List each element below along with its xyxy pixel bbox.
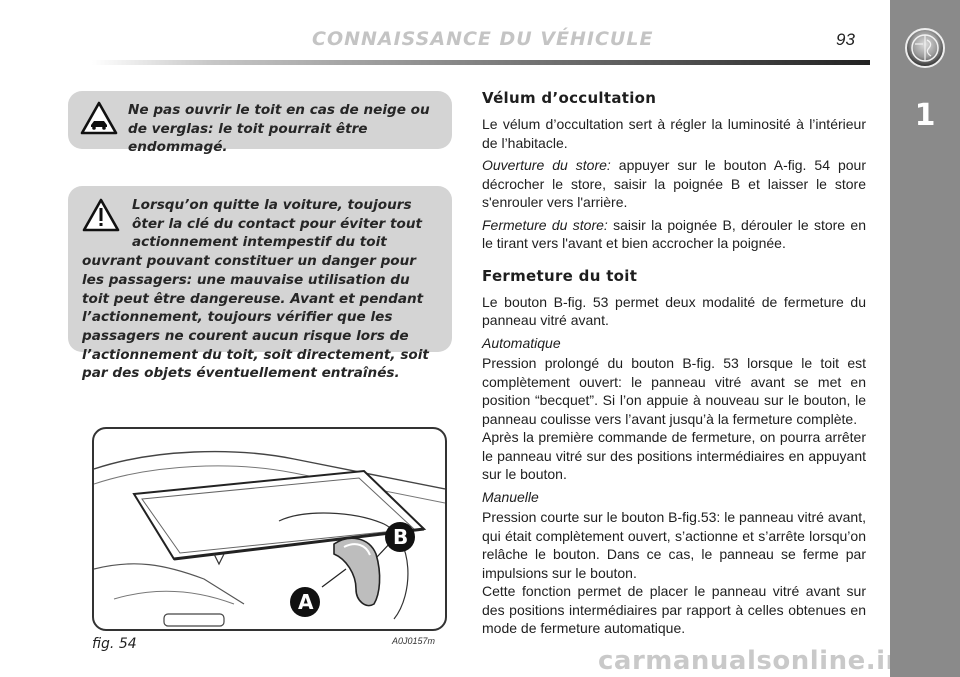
figure-label-a: A [298,590,314,614]
paragraph: Le vélum d’occultation sert à régler la luminosité à l’intérieur de l’habitacle. [482,116,866,151]
header-rule [92,60,870,65]
warning-text: Ne pas ouvrir le toit en cas de neige ou de verglas: le toit pourrait être endommagé. [128,102,430,156]
paragraph: Après la première commande de fermeture, on pourra arrêter le panneau vitré sur des positions intermédiaires en appuyant sur le bouton. [482,429,866,482]
figure-code: A0J0157m [392,636,436,646]
section-heading-velum: Vélum d’occultation [482,89,657,107]
warning-box-key [68,186,452,382]
paragraph-text: saisir la poignée B, dérouler le store en le tirant vers l'avant et bien accrocher la poignée. [482,216,866,251]
paragraph [482,156,866,212]
figure-caption: fig. 54 [92,636,137,652]
page-number: 93 [836,30,855,49]
paragraph: Pression courte sur le bouton B-fig.53: le panneau vitré avant, qui était complètement ouvert, s’actionne et s’arrête lorsqu’on relâche le bouton. Dans ce cas, le panneau se ferme par impulsions sur le bouton. [482,509,866,581]
figure-label-b: B [393,525,409,549]
paragraph: Pression prolongé du bouton B-fig. 53 lorsque le toit est complètement ouvert: le panneau vitré avant se met en position “becquet”. Si l’on appuie à nouveau sur le bouton, le panneau coulisse vers l’avant jusqu’à la fermeture complète. [482,355,866,427]
watermark-text: carmanualsonline.info [598,646,935,676]
paragraph: Cette fonction permet de placer le panneau vitré avant sur des positions intermédiaires par rapport à celles obtenues en mode de fermeture automatique. [482,583,866,636]
inline-label: Fermeture du store: [482,216,608,233]
main-text-column [482,89,866,642]
paragraph [482,216,866,253]
page-header-title: CONNAISSANCE DU VÉHICULE [312,28,654,50]
warning-car-icon [80,101,118,141]
subheading-automatique: Automatique [482,334,561,351]
brand-logo-icon [905,28,945,68]
paragraph-text: appuyer sur le bouton A-fig. 54 pour décrocher le store, saisir la poignée B et laisser le store s'enrouler vers l'arrière. [482,157,866,210]
paragraph: Le bouton B-fig. 53 permet deux modalité de fermeture du panneau vitré avant. [482,293,866,328]
chapter-number: 1 [914,98,936,133]
figure-sunshade-illustration [92,427,447,631]
warning-box-roof-snow [68,91,452,156]
warning-text: Lorsqu’on quitte la voiture, toujours ôter la clé du contact pour éviter tout actionnement intempestif du toit ouvrant pouvant constituer un danger pour les passagers: une mauvaise utilisation du toit peut être dangereuse. Avant et pendant l’actionnement, toujours vérifier que les passagers ne courent aucun risque lors de l’actionnement du toit, soit directement, soit par des objets éventuellement entraînés. [82,197,429,382]
inline-label: Ouverture du store: [482,157,611,173]
section-heading-fermeture: Fermeture du toit [482,266,638,285]
warning-triangle-icon [82,198,120,238]
subheading-manuelle: Manuelle [482,488,539,505]
